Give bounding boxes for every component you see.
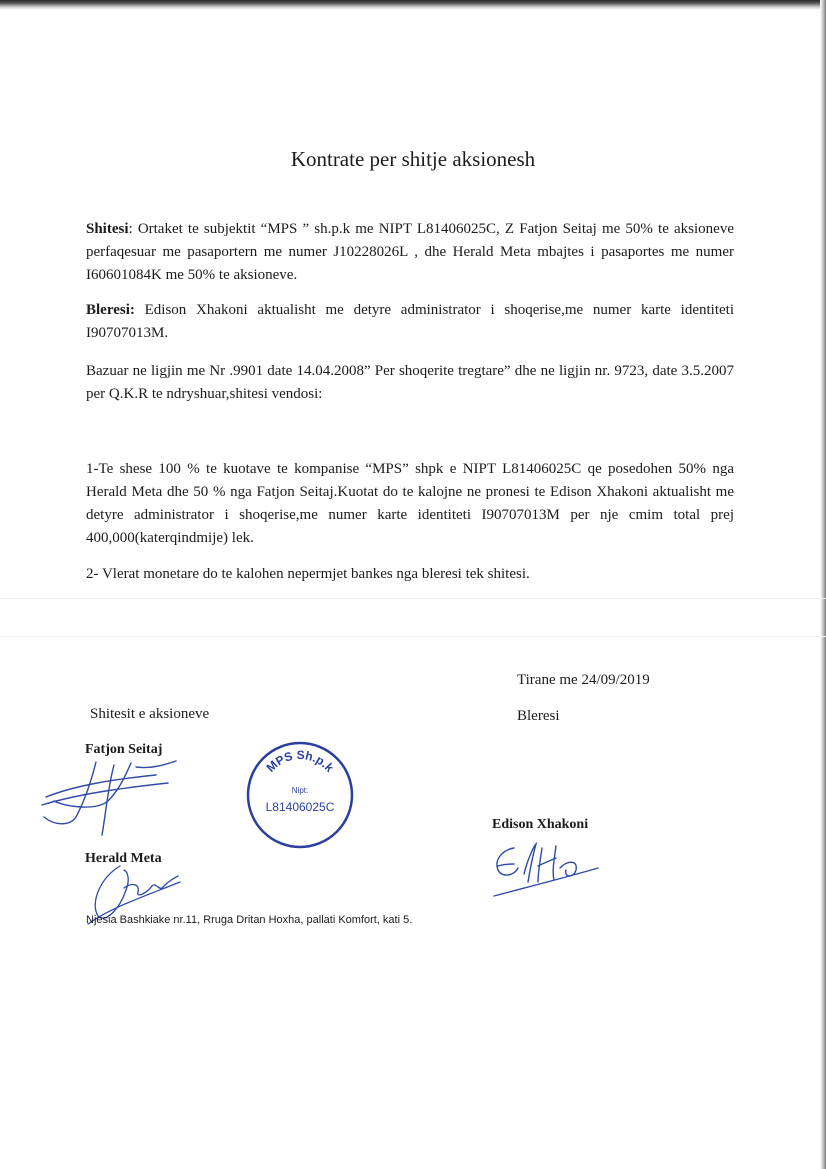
stamp-nipt-label: Nipt: [291, 786, 309, 795]
seller-label: Shitesi [86, 221, 129, 237]
date-line: Tirane me 24/09/2019 [517, 672, 650, 688]
clause-1: 1-Te shese 100 % te kuotave te kompanise “MPS” shpk e NIPT L81406025C qe posedohen 50% nga Herald Meta dhe 50 % nga Fatjon Seitaj.Kuotat do te kalojne ne pronesi te Edison Xhakoni aktualisht me detyre administrator i shoqerise,me numer karte identiteti I90707013M per nje cmim total prej 400,000(katerqindmije) lek. [86, 461, 734, 546]
buyer-text: Edison Xhakoni aktualisht me detyre administrator i shoqerise,me numer karte identiteti I90707013M. [86, 302, 734, 341]
sellers-label: Shitesit e aksioneve [90, 706, 210, 722]
buyer-label-bold: Bleresi: [86, 302, 135, 318]
buyer-label: Bleresi [517, 708, 560, 724]
stamp-nipt-value: L81406025C [265, 800, 335, 814]
seller1-name: Fatjon Seitaj [85, 742, 163, 757]
signature-fatjon-seitaj [36, 757, 186, 841]
company-address: Njesia Bashkiake nr.11, Rruga Dritan Hoxha, pallati Komfort, kati 5. [86, 914, 413, 926]
scan-artifact-line [0, 636, 826, 637]
seller-text: : Ortaket te subjektit “MPS ” sh.p.k me NIPT L81406025C, Z Fatjon Seitaj me 50% te aksioneve perfaqesuar me pasaportern me numer J10228026L , dhe Herald Meta mbajtes i pasaportes me numer I60601084K me 50% te aksioneve. [86, 221, 734, 283]
svg-text:MPS Sh.p.k [264, 748, 337, 775]
stamp-company-name: MPS Sh.p.k [263, 747, 337, 775]
seller2-name: Herald Meta [85, 851, 162, 866]
scan-edge-right [820, 0, 826, 1169]
scan-artifact-line [0, 598, 826, 599]
buyer-name: Edison Xhakoni [492, 817, 589, 832]
document-title: Kontrate per shitje aksionesh [290, 147, 536, 171]
seller-paragraph [86, 218, 734, 287]
scan-edge-top [0, 0, 826, 10]
company-stamp [244, 739, 356, 851]
clause-2: 2- Vlerat monetare do te kalohen nepermjet bankes nga bleresi tek shitesi. [86, 566, 530, 582]
buyer-paragraph [86, 299, 734, 345]
signature-edison-xhakoni [484, 838, 604, 902]
legal-basis-paragraph: Bazuar ne ligjin me Nr .9901 date 14.04.2008” Per shoqerite tregtare” dhe ne ligjin nr. 9723, date 3.5.2007 per Q.K.R te ndryshuar,shitesi vendosi: [86, 363, 734, 402]
